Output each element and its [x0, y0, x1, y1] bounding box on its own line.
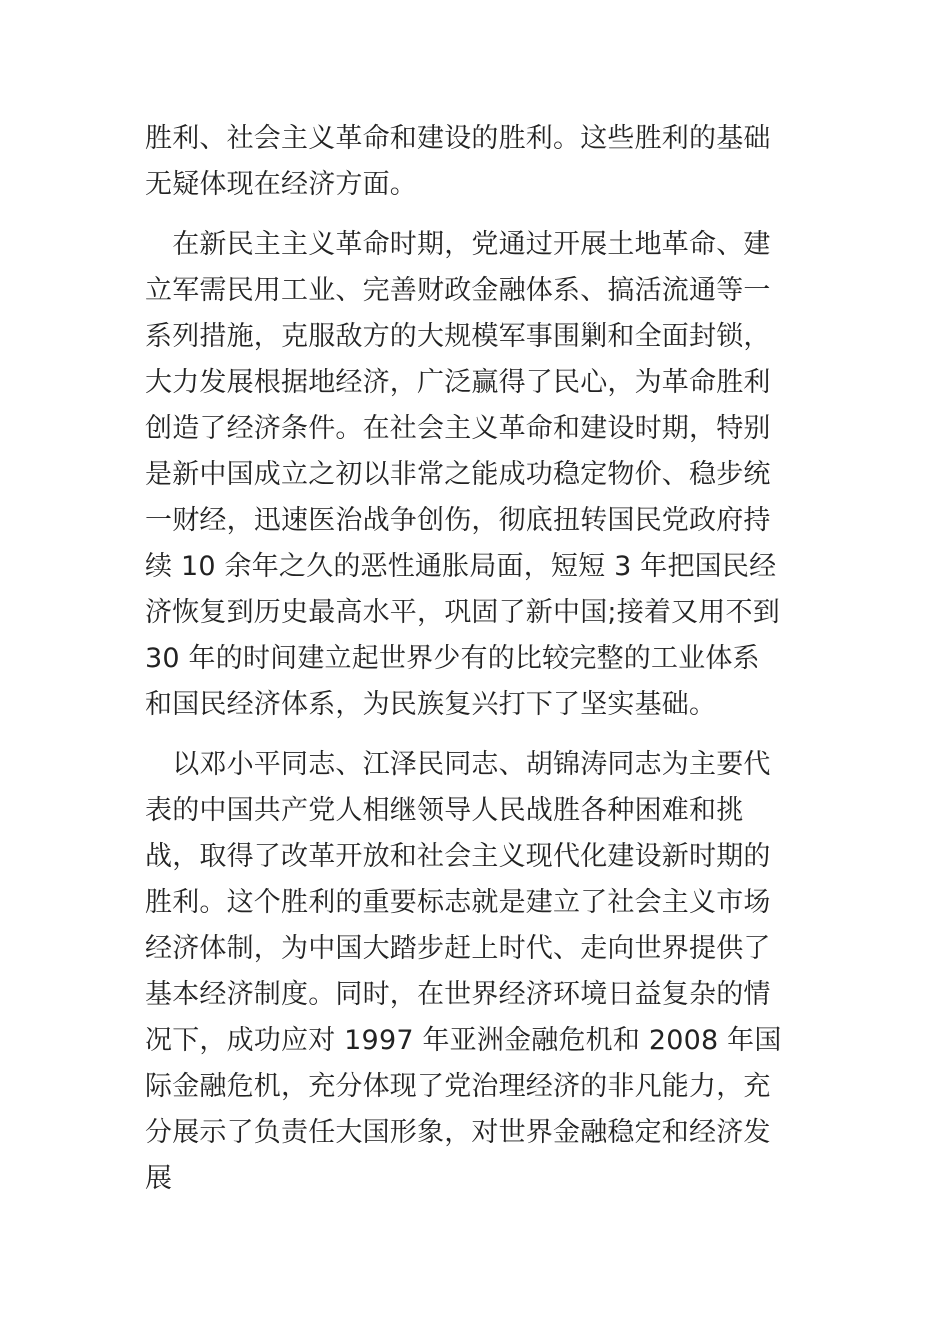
- text-line: 大力发展根据地经济，广泛赢得了民心，为革命胜利: [145, 367, 771, 398]
- text-line: 无疑体现在经济方面。: [145, 169, 417, 200]
- text-line: 系列措施，克服敌方的大规模军事围剿和全面封锁，: [145, 321, 771, 352]
- paragraph-spacer: [145, 728, 817, 742]
- text-line: 创造了经济条件。在社会主义革命和建设时期，特别: [145, 413, 771, 444]
- text-line: 况下，成功应对 1997 年亚洲金融危机和 2008 年国: [145, 1025, 782, 1056]
- text-line: 和国民经济体系，为民族复兴打下了坚实基础。: [145, 689, 717, 720]
- text-line: 分展示了负责任大国形象，对世界金融稳定和经济发: [145, 1117, 771, 1148]
- paragraph-3: [145, 742, 817, 1202]
- text-line: 一财经，迅速医治战争创伤，彻底扭转国民党政府持: [145, 505, 771, 536]
- paragraph-2: [145, 222, 817, 728]
- text-line: 展: [145, 1163, 173, 1194]
- paragraph-spacer: [145, 208, 817, 222]
- text-line: 战，取得了改革开放和社会主义现代化建设新时期的: [145, 841, 771, 872]
- text-line: 立军需民用工业、完善财政金融体系、搞活流通等一: [145, 275, 771, 306]
- text-line: 际金融危机，充分体现了党治理经济的非凡能力，充: [145, 1071, 771, 1102]
- text-line: 表的中国共产党人相继领导人民战胜各种困难和挑: [145, 795, 744, 826]
- text-line: 是新中国成立之初以非常之能成功稳定物价、稳步统: [145, 459, 771, 490]
- text-line: 基本经济制度。同时，在世界经济环境日益复杂的情: [145, 979, 771, 1010]
- text-line: 胜利。这个胜利的重要标志就是建立了社会主义市场: [145, 887, 771, 918]
- text-line: 以邓小平同志、江泽民同志、胡锦涛同志为主要代: [145, 749, 771, 780]
- text-line: 经济体制，为中国大踏步赶上时代、走向世界提供了: [145, 933, 771, 964]
- text-line: 30 年的时间建立起世界少有的比较完整的工业体系: [145, 643, 760, 674]
- paragraph-1: [145, 116, 817, 208]
- text-line: 胜利、社会主义革命和建设的胜利。这些胜利的基础: [145, 123, 771, 154]
- body-text: [145, 116, 817, 1202]
- text-line: 在新民主主义革命时期，党通过开展土地革命、建: [145, 229, 771, 260]
- text-line: 续 10 余年之久的恶性通胀局面，短短 3 年把国民经: [145, 551, 777, 582]
- text-line: 济恢复到历史最高水平，巩固了新中国;接着又用不到: [145, 597, 780, 628]
